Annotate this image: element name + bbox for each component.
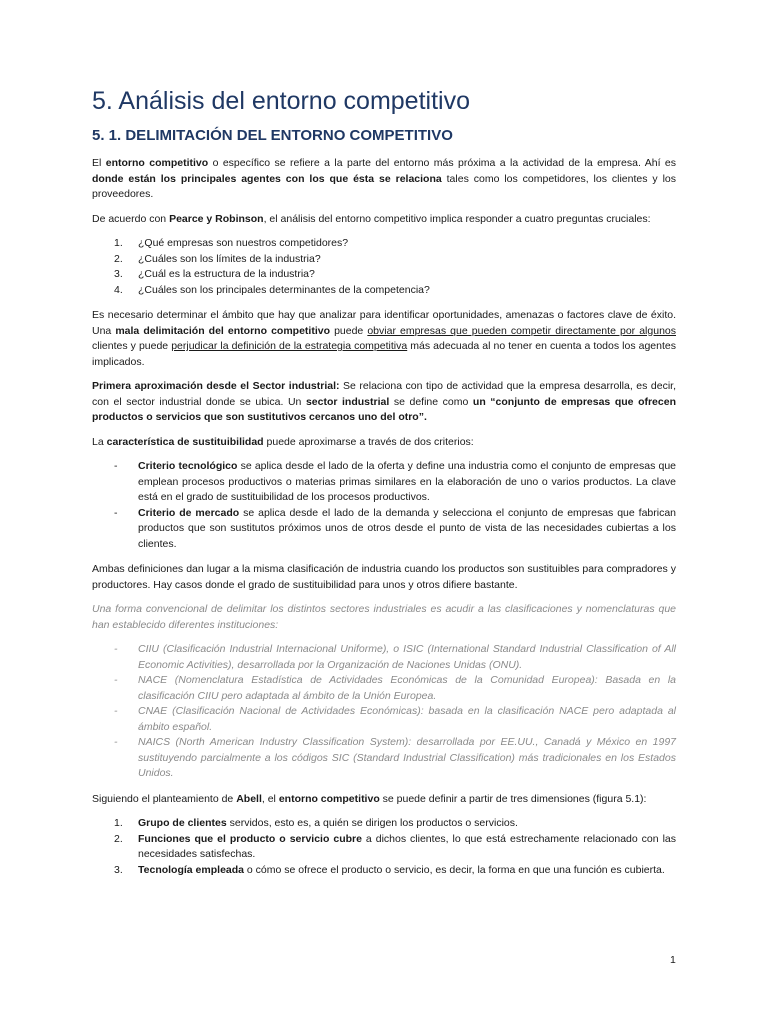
paragraph-abell: Siguiendo el planteamiento de Abell, el entorno competitivo se puede definir a partir de tres dimensiones (figura 5.1): <box>92 792 647 805</box>
paragraph-intro: El entorno competitivo o específico se refiere a la parte del entorno más próxima a la actividad de la empresa. Ahí es donde están los principales agentes con los que ésta se relaciona tales como los competidores, los clientes y los proveedores. <box>92 157 676 200</box>
list-item: 3. ¿Cuál es la estructura de la industria? <box>114 268 315 280</box>
paragraph-definitions: Ambas definiciones dan lugar a la misma clasificación de industria cuando los productos son sustituibles para compradores y productores. Hay casos donde el grado de sustituibilidad para unos y otros difiere bastante. <box>92 563 676 591</box>
paragraph-substitutability: La característica de sustituibilidad puede aproximarse a través de dos criterios: <box>92 435 474 448</box>
document-page <box>92 86 676 888</box>
list-item: - NACE (Nomenclatura Estadística de Actividades Económicas de la Comunidad Europea): Basada en la clasificación CIIU pero adaptada al ámbito de la Unión Europea. <box>114 674 676 702</box>
criteria-list <box>92 459 676 552</box>
paragraph-sector: Primera aproximación desde el Sector industrial: Se relaciona con tipo de actividad que la empresa desarrolla, es decir, con el sector industrial donde se ubica. Un sector industrial se define como un “conjunto de empresas que ofrecen productos o servicios que son sustitutivos cercanos uno del otro”. <box>92 380 676 423</box>
dimensions-list <box>92 816 676 878</box>
list-item: 2. Funciones que el producto o servicio cubre a dichos clientes, lo que está estrechamente relacionado con las necesidades satisfechas. <box>114 832 677 860</box>
paragraph-scope: Es necesario determinar el ámbito que hay que analizar para identificar oportunidades, amenazas o factores clave de éxito. Una mala delimitación del entorno competitivo puede obviar empresas que pueden competir directamente por algunos clientes y puede perjudicar la definición de la estrategia competitiva más adecuada al no tener en cuenta a todos los agentes implicados. <box>92 309 676 368</box>
list-item: - Criterio de mercado se aplica desde el lado de la demanda y selecciona el conjunto de empresas que fabrican productos que son sustitutos próximos unos de otros desde el punto de vista de las necesidades cubiertas a los clientes. <box>114 506 677 550</box>
classifications-list <box>92 642 676 782</box>
list-item: - Criterio tecnológico se aplica desde el lado de la oferta y define una industria como el conjunto de empresas que emplean procesos productivos o materias primas similares en la elaboración de uno o varios productos. La clave está en el grado de sustituibilidad de los procesos productivos. <box>114 460 676 503</box>
list-item: - CIIU (Clasificación Industrial Internacional Uniforme), o ISIC (International Standard Industrial Classification of All Economic Activities), desarrollada por la Organización de Naciones Unidas (ONU). <box>114 643 676 671</box>
list-item: 3. Tecnología empleada o cómo se ofrece el producto o servicio, es decir, la forma en que una función es cubierta. <box>114 863 665 876</box>
paragraph-classifications-intro: Una forma convencional de delimitar los distintos sectores industriales es acudir a las clasificaciones y nomenclaturas que han establecido diferentes instituciones: <box>92 603 676 631</box>
page-title: 5. Análisis del entorno competitivo <box>92 87 470 115</box>
list-item: - CNAE (Clasificación Nacional de Actividades Económicas): basada en la clasificación NACE pero adaptada al ámbito español. <box>114 705 676 733</box>
questions-list <box>92 236 676 298</box>
list-item: 4. ¿Cuáles son los principales determinantes de la competencia? <box>114 283 430 296</box>
page-number: 1 <box>670 954 676 966</box>
list-item: 1. Grupo de clientes servidos, esto es, a quién se dirigen los productos o servicios. <box>114 817 518 829</box>
list-item: 1. ¿Qué empresas son nuestros competidores? <box>114 237 349 249</box>
list-item: - NAICS (North American Industry Classification System): desarrollada por EE.UU., Canadá y México en 1997 sustituyendo parcialmente a los códigos SIC (Standard Industrial Classification) más tradicionales en los Estados Unidos. <box>114 736 676 779</box>
paragraph-pearce: De acuerdo con Pearce y Robinson, el análisis del entorno competitivo implica responder a cuatro preguntas cruciales: <box>92 212 651 225</box>
list-item: 2. ¿Cuáles son los límites de la industria? <box>114 252 321 265</box>
section-heading: 5. 1. DELIMITACIÓN DEL ENTORNO COMPETITIVO <box>92 127 453 144</box>
